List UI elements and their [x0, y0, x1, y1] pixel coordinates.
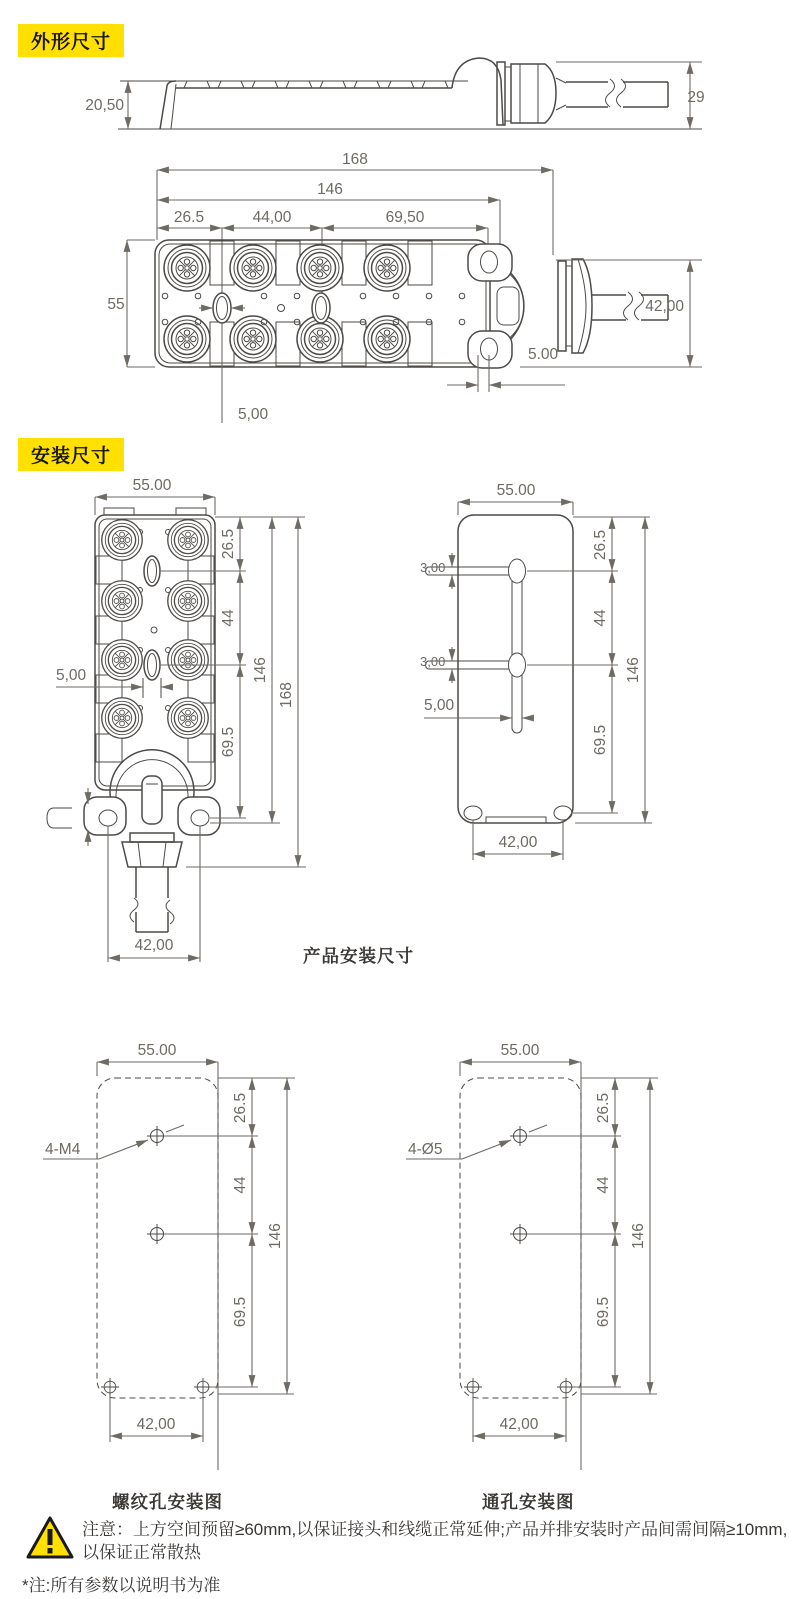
dim-width: 55 [107, 296, 125, 313]
dim-threaded-bottom-offset: 69.5 [232, 1296, 249, 1328]
warning-triangle-icon [26, 1515, 76, 1561]
dim-plate-length: 146 [625, 657, 642, 683]
dim-through-length: 146 [630, 1223, 647, 1249]
mounting-row1-drawing [0, 470, 806, 970]
dim-plate-slot-h-bottom: 3,00 [420, 654, 446, 669]
dim-side-height: 20,50 [85, 97, 124, 114]
dim-cable-od: 29 [687, 89, 705, 106]
footnote: *注:所有参数以说明书为准 [22, 1576, 221, 1595]
dim-through-hole-span: 42,00 [499, 1416, 539, 1433]
dim-through-top-offset: 26.5 [595, 1092, 612, 1124]
dim-front-total-length: 168 [278, 682, 295, 708]
side-view-drawing [0, 50, 806, 160]
mounting-row2-drawing [0, 1030, 806, 1490]
row1-caption: 产品安装尺寸 [303, 946, 414, 966]
dim-body-length: 146 [317, 181, 343, 198]
through-view-caption: 通孔安装图 [482, 1492, 575, 1512]
threaded-view-caption: 螺纹孔安装图 [112, 1492, 223, 1512]
dim-front-hole-span: 42,00 [134, 937, 174, 954]
dim-front-slot-width: 5,00 [56, 667, 87, 684]
threaded-hole-label: 4-M4 [45, 1141, 81, 1158]
warning-note: 注意：上方空间预留≥60mm,以保证接头和线缆正常延伸;产品并排安装时产品间需间隔≥10mm,以保证正常散热 [82, 1520, 788, 1562]
dim-first-offset: 26.5 [173, 209, 205, 226]
dim-front-width: 55.00 [132, 477, 172, 494]
dim-last-offset: 69,50 [385, 209, 425, 226]
section-title-mounting: 安装尺寸 [18, 438, 124, 471]
dim-threaded-hole-span: 42,00 [136, 1416, 176, 1433]
dim-plate-slot-h-top: 3,00 [420, 560, 446, 575]
dim-threaded-pitch: 44 [232, 1176, 249, 1194]
section-title-outline: 外形尺寸 [18, 24, 124, 57]
dim-through-pitch: 44 [595, 1176, 612, 1194]
dim-front-top-offset: 26.5 [220, 528, 237, 560]
dim-front-body-length: 146 [252, 657, 269, 683]
dim-gland-length: 42,00 [645, 298, 684, 315]
dim-front-bottom-offset: 69.5 [220, 726, 237, 758]
dim-front-pitch: 44 [220, 609, 237, 627]
top-view-drawing [0, 145, 806, 430]
through-hole-label: 4-Ø5 [408, 1141, 443, 1158]
dim-total-length: 168 [342, 151, 368, 168]
dim-slot-width: 5,00 [238, 406, 269, 423]
dim-plate-hole-span: 42,00 [498, 834, 538, 851]
dim-plate-bottom-offset: 69.5 [592, 724, 609, 756]
dim-threaded-length: 146 [267, 1223, 284, 1249]
dim-through-width: 55.00 [500, 1042, 540, 1059]
dim-threaded-top-offset: 26.5 [232, 1092, 249, 1124]
dim-threaded-width: 55.00 [137, 1042, 177, 1059]
dim-plate-slot-width: 5,00 [424, 697, 455, 714]
dim-plate-top-offset: 26.5 [592, 529, 609, 561]
dim-pitch: 44,00 [252, 209, 292, 226]
dim-plate-width: 55.00 [496, 482, 536, 499]
dim-ear-hole-offset: 5.00 [528, 346, 559, 363]
dim-plate-pitch: 44 [592, 609, 609, 627]
dim-through-bottom-offset: 69.5 [595, 1296, 612, 1328]
